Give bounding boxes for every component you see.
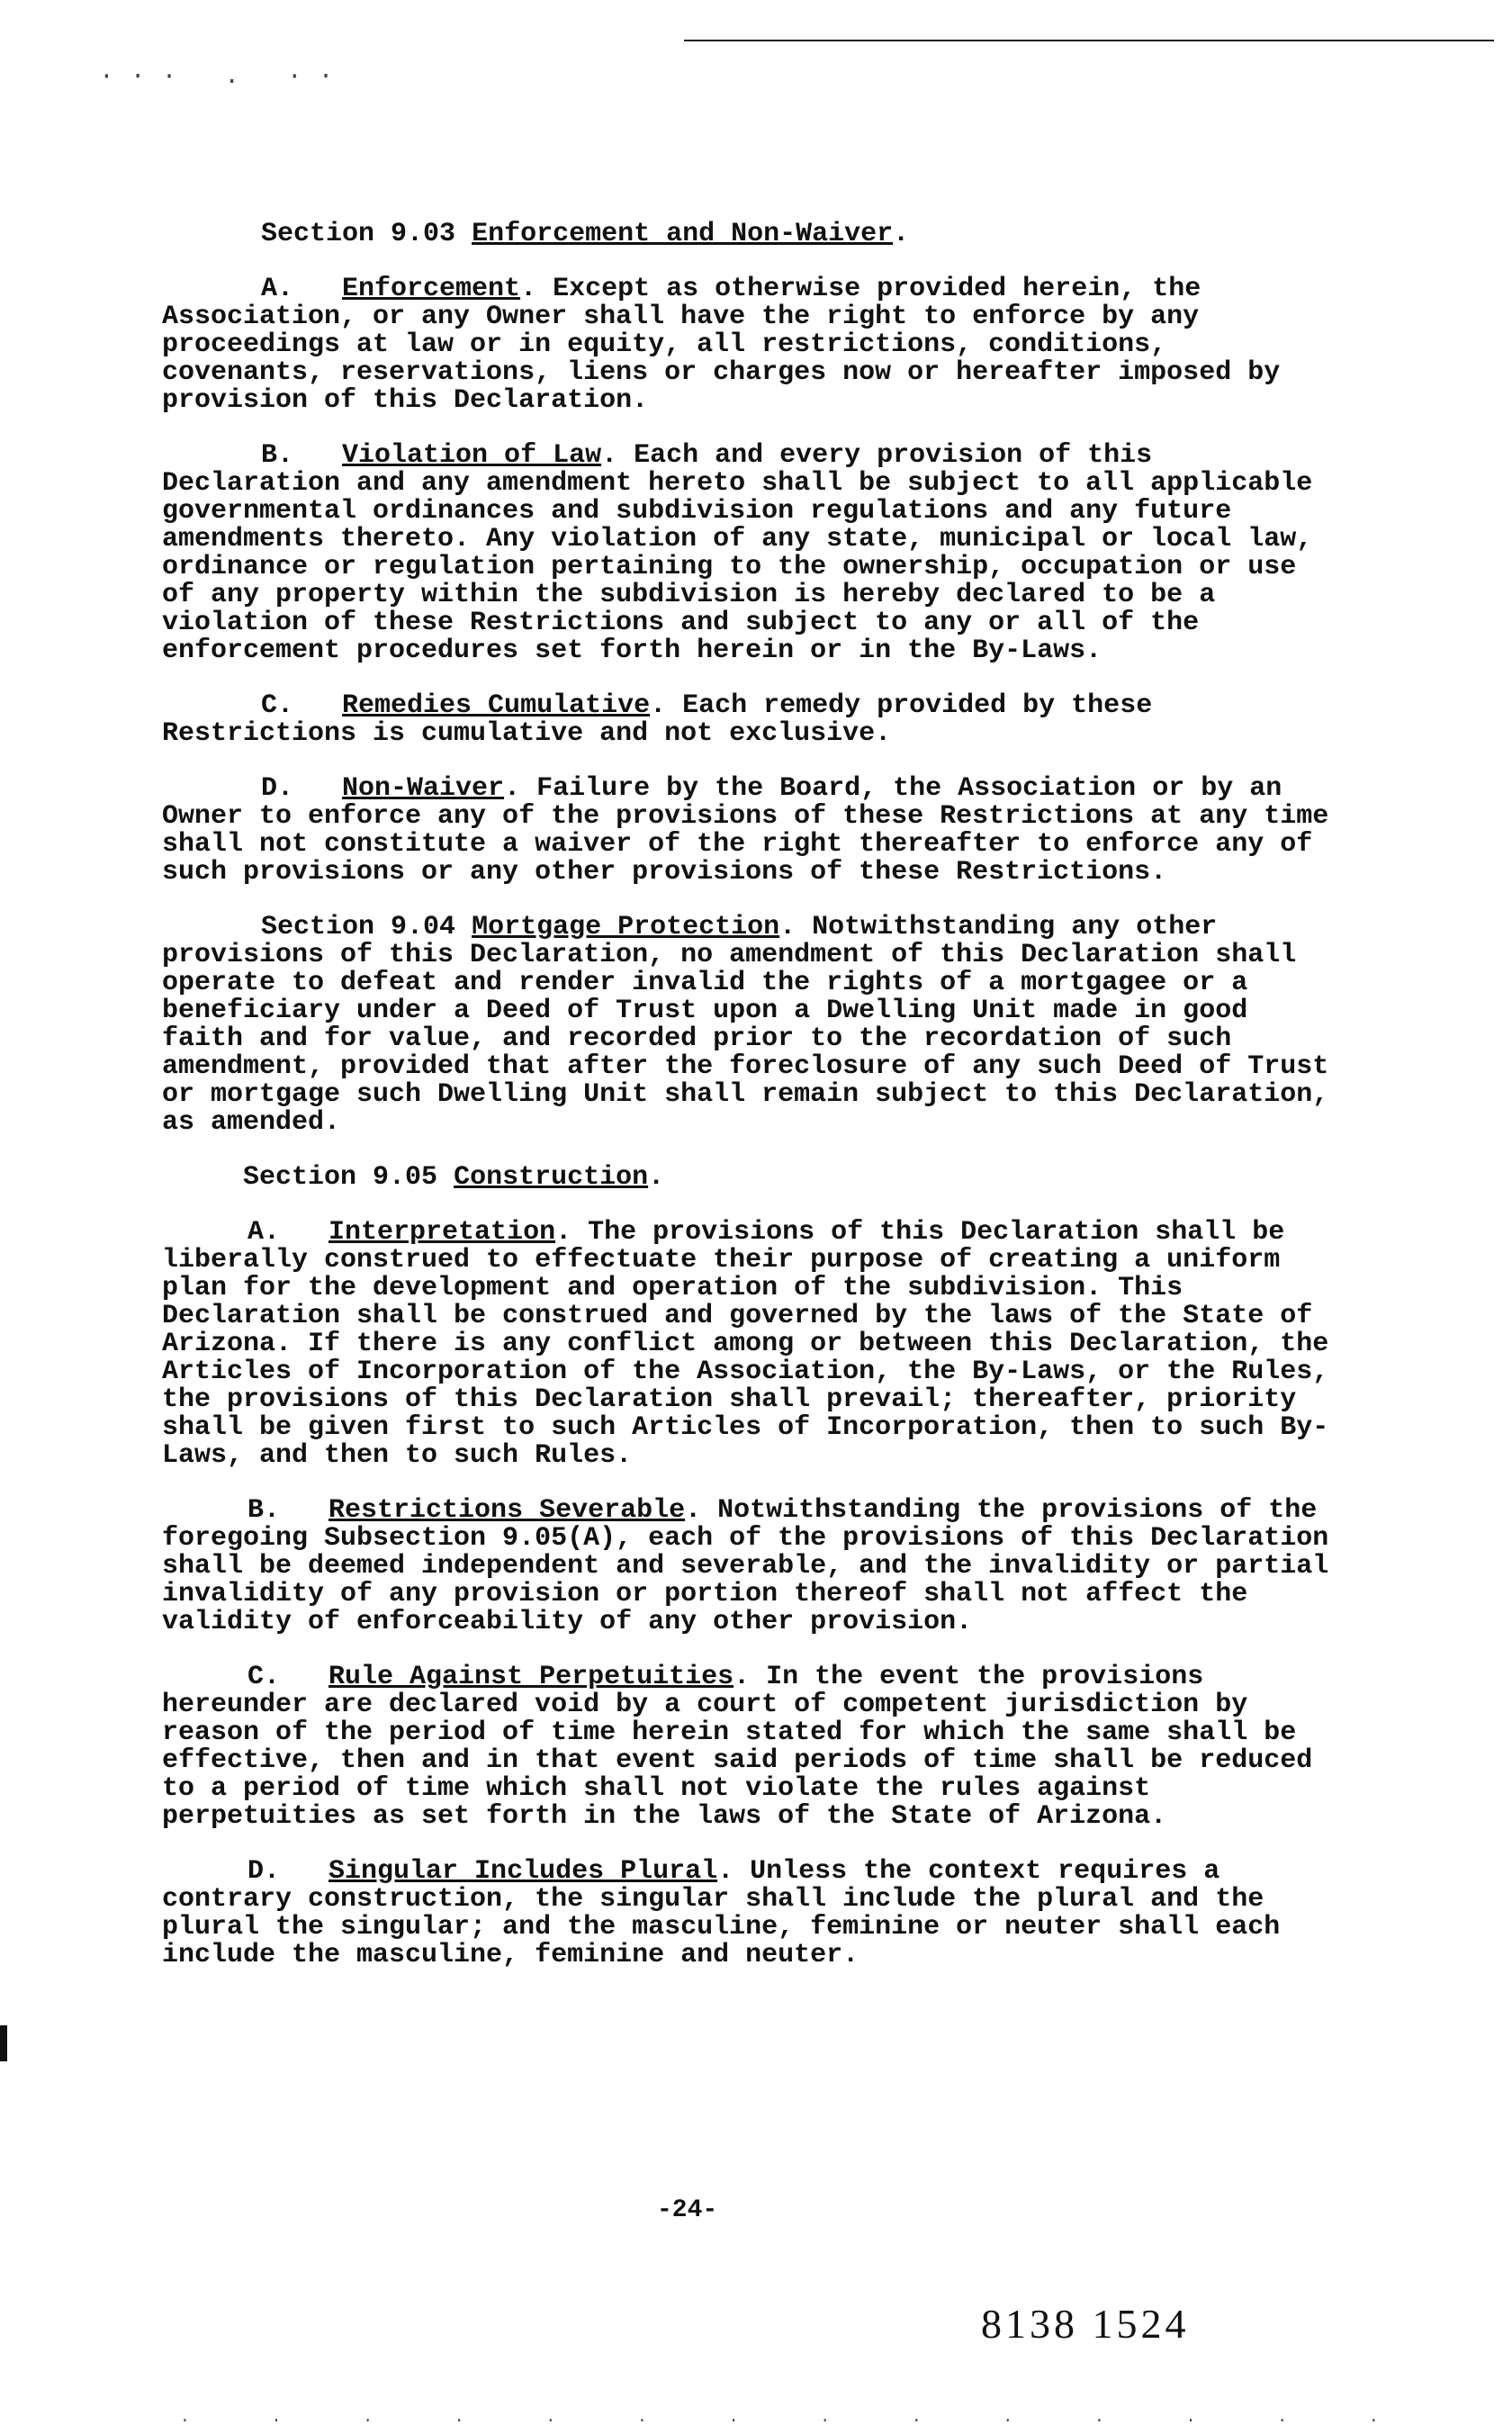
top-rule (684, 40, 1494, 41)
scan-specks: ·∙· . ·∙ (99, 63, 350, 91)
section-9-05-b: B. Restrictions Severable. Notwithstanding the provisions of the foregoing Subsection 9.05(A), each of the provisions of this Declaration shall be deemed independent and severable, and the invalidity or partial invalidity of any provision or portion thereof shall not affect the validity of enforceability of any other provision. (162, 1495, 1329, 1637)
restrictions-severable-heading: Restrictions Severable (328, 1495, 686, 1526)
scan-edge-mark (0, 2025, 7, 2061)
section-9-03-c: C. Remedies Cumulative. Each remedy provided by these Restrictions is cumulative and not exclusive. (162, 690, 1153, 749)
section-9-03-a: A. Enforcement. Except as otherwise provided herein, the Association, or any Owner shall have the right to enforce by any proceedings at law or in equity, all restrictions, conditions, covenants, reservations, liens or charges now or hereafter imposed by provision of this Declaration. (162, 274, 1281, 416)
singular-includes-plural-heading: Singular Includes Plural (328, 1856, 718, 1887)
scan-bottom-specks: · · · · · · · · · · · · · · (180, 2412, 1415, 2430)
section-9-05-a: A. Interpretation. The provisions of this Declaration shall be liberally construed to effectuate their purpose of creating a uniform plan for the development and operation of the subdivision. This Declaration shall be construed and governed by the laws of the State of Arizona. If there is any conflict among or between this Declaration, the Articles of Incorporation of the Association, the By-Laws, or the Rules, the provisions of this Declaration shall prevail; thereafter, priority shall be given first to such Articles of Incorporation, then to such By-Laws, and then to such Rules. (162, 1217, 1329, 1471)
section-9-03-d: D. Non-Waiver. Failure by the Board, the Association or by an Owner to enforce any of the provisions of these Restrictions at any time shall not constitute a waiver of the right thereafter to enforce any of such provisions or any other provisions of these Restrictions. (162, 773, 1329, 888)
section-9-03-title: Section 9.03 Enforcement and Non-Waiver. (261, 219, 910, 249)
document-number: 8138 1524 (981, 2301, 1190, 2347)
mortgage-protection-heading: Mortgage Protection (472, 912, 780, 942)
document-body (162, 221, 1332, 1997)
interpretation-heading: Interpretation (328, 1217, 556, 1248)
remedies-cumulative-heading: Remedies Cumulative (342, 690, 651, 721)
section-9-04: Section 9.04 Mortgage Protection. Notwithstanding any other provisions of this Declaration, no amendment of this Declaration shall operate to defeat and render invalid the rights of a mortgagee or a beneficiary under a Deed of Trust upon a Dwelling Unit made in good faith and for value, and recorded prior to the recordation of such amendment, provided that after the foreclosure of any such Deed of Trust or mortgage such Dwelling Unit shall remain subject to this Declaration, as amended. (162, 912, 1329, 1138)
page-number: -24- (657, 2196, 718, 2224)
section-9-03-b: B. Violation of Law. Each and every provision of this Declaration and any amendment hereto shall be subject to all applicable governmental ordinances and subdivision regulations and any future amendments thereto. Any violation of any state, municipal or local law, ordinance or regulation pertaining to the ownership, occupation or use of any property within the subdivision is hereby declared to be a violation of these Restrictions and subject to any or all of the enforcement procedures set forth herein or in the By-Laws. (162, 440, 1313, 666)
section-9-05-c: C. Rule Against Perpetuities. In the event the provisions hereunder are declared void by a court of competent jurisdiction by reason of the period of time herein stated for which the same shall be effective, then and in that event said periods of time shall be reduced to a period of time which shall not violate the rules against perpetuities as set forth in the laws of the State of Arizona. (162, 1662, 1313, 1832)
enforcement-heading: Enforcement (342, 274, 521, 304)
violation-of-law-heading: Violation of Law (342, 440, 602, 471)
non-waiver-heading: Non-Waiver (342, 773, 505, 804)
section-9-05-d: D. Singular Includes Plural. Unless the context requires a contrary construction, the singular shall include the plural and the plural the singular; and the masculine, feminine or neuter shall each include the masculine, feminine and neuter. (162, 1856, 1281, 1970)
section-9-05-title: Section 9.05 Construction. (243, 1162, 665, 1193)
rule-against-perpetuities-heading: Rule Against Perpetuities (328, 1662, 734, 1692)
